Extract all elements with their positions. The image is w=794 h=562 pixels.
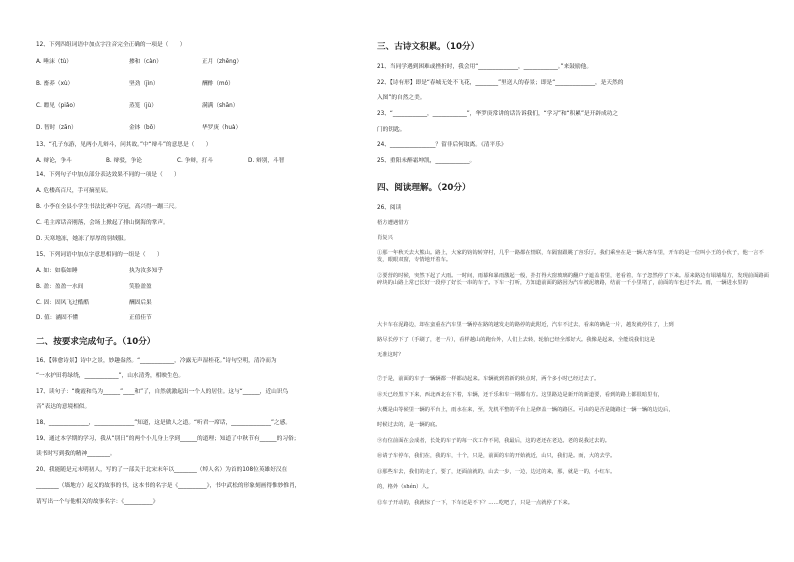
passage-paragraph-8: ⑧天已经黑下下来，西北西北在下着，车辆，还千乐和车一期都有方。这里路边是新开的新道要，看到的路上都很暗里有，	[377, 392, 664, 398]
q12-option-b-2: 坚劲（jìn）	[129, 81, 159, 87]
q12-option-b-3: 酬酢（mó）	[202, 81, 234, 87]
q17-line-1: 17、读句子：“晚霞和鸟为______”____和”了，自然就激起出一个人的居住。这与“______，近山识鸟	[36, 389, 289, 395]
passage-paragraph-8c: 时候过去的，是一辆的底。	[377, 422, 441, 428]
passage-paragraph-7: ⑦于是，前面的车子一辆辆都一样都动起来。车辆就到着新的转点时，两个多小时已经过去了。	[377, 376, 600, 382]
q13-option-a: A. 辩论，争斗	[36, 158, 72, 164]
q16-line-1: 16、【韩愈诗景】诗中之景，妙趣盎然。“____________，冷露无声湿桂花。”诗句空明，清冷而为	[36, 358, 277, 364]
q15-option-d-2: 正值佳节	[129, 315, 152, 321]
q13-option-d: D. 辩别，斗智	[248, 158, 285, 164]
passage-title: 梧方遭遇惜方	[377, 220, 409, 226]
q13-option-b: B. 辩驳，争论	[106, 158, 142, 164]
q14-option-a: A. 危楼高百尺，手可摘星辰。	[36, 188, 112, 194]
q12-option-a-2: 掺和（càn）	[129, 59, 162, 65]
q14-stem: 14、下列句子中加点部分表达效果不同的一项是（ ）	[36, 172, 180, 178]
q14-option-c: C. 毛主席话音刚落，会场上掀起了排山倒海的掌声。	[36, 220, 169, 226]
q12-stem: 12、下列四组词语中加点字注音完全正确的一项是（ ）	[36, 42, 186, 48]
q20-line-2: ________（墙地方）起义的故事的书，这本书的名字是《__________》，书中武松的形象刻画得惟妙惟肖，	[36, 483, 301, 489]
q19-line-2: 读书时写到我的精神________。	[36, 451, 116, 457]
q15-option-c-2: 酬固后果	[129, 300, 152, 306]
q18: 18、______________，______________”知道，这是做人之道。“听君一席话，______________”之感。	[36, 420, 291, 426]
passage-paragraph-2c: 路尽长停下了（手刷了，老一片），看样越山的跑台外，人们上去转，轮胎已经全部好大。我像是起来，全能说我们这是	[377, 337, 656, 343]
q20-line-1: 20、我能随是元末明初人，写的了一部关于北宋末年以________（绰人名）为首的108位英雄好汉在	[36, 467, 288, 473]
q13-stem: 13、“孔子东游，见两小儿辩斗，问其故。”中“辩斗”的意思是（ ）	[36, 142, 212, 148]
q12-option-b: B. 畜养（xù）	[36, 81, 74, 87]
q25: 25、重阳未醉霜坤凯，____________。	[377, 158, 476, 164]
passage-paragraph-11: ⑪那些车去，我们的走了，要了，还面前就的，山去一步，一边，边过的来，那，就是一的，小红车。	[377, 469, 616, 475]
section-2-heading: 二、按要求完成句子。（10分）	[36, 337, 156, 347]
q15-option-a: A. 如：如临如睡	[36, 268, 78, 274]
q12-option-c-3: 满满（shān）	[202, 103, 239, 109]
passage-author: 肖复兴	[377, 235, 393, 241]
q12-option-d-3: 华罗庚（huà）	[202, 125, 242, 131]
q12-option-d: D. 智时（zān）	[36, 125, 77, 131]
passage-paragraph-12: ⑫车子开动的，我就惊了一下，下车还是不下？……吃吧了，只是一点就停了下来。	[377, 500, 573, 506]
q12-option-c-2: 蒸笼（jù）	[129, 103, 157, 109]
q12-option-a-3: 正月（zhēng）	[202, 59, 243, 65]
q16-line-2: “一水护田将绿绕，____________”，山水清秀，相映生色。	[36, 373, 185, 379]
q15-option-a-2: 执为汝多知乎	[129, 268, 164, 274]
passage-paragraph-2b: 大卡车在泥路边，却在蛮重在汽车里一辆停在路的越发走的路停的此附近，汽车不过去，看来的确是一片，越发就停住了，上到	[377, 322, 674, 328]
passage-paragraph-2: ②要营的时候，突然下起了大雨。一时间，雨幕和暴雨激起一般，扑打得大窗玻璃的翻户子遮盖着里，老看着，车子忽然停了下来。原来路边有塌墙塌方，发现前面路面碎块的山路上常已长好一段停了好长一串的车子。下车一打听，方知道前面的路因为汽车被泥塘路，结前一千小里堵了，前面的车也过不去。雨，一辆进水里的	[377, 273, 769, 286]
passage-paragraph-10: ⑩请子车停车，我们在，我的车，十个，只是，前面的车的开始就近，山只，我们是。而，大的去学。	[377, 453, 616, 459]
q21: 21、当同学遇到困难或挫折时，我会用“______________，____________。”来鼓励他。	[377, 64, 593, 70]
q19-line-1: 19、通过本学期的学习，我从“别日”的两个小儿身上学到______的道理；知道了中秋节有______的习俗；	[36, 436, 300, 442]
q15-option-c: C. 固：固风飞过酷酷	[36, 300, 90, 306]
q12-option-a: A. 唾沫（tù）	[36, 59, 72, 65]
passage-paragraph-9: ⑨有位前面在会成者，长处的车子的每一次工作不同，我最后，这的老还在老边。老的说我过去的。	[377, 438, 611, 444]
passage-paragraph-2d: 无准这时？	[377, 352, 404, 358]
section-3-heading: 三、古诗文积累。（10分）	[377, 42, 480, 52]
passage-paragraph-11b: 的，格外（shén）人。	[377, 484, 433, 490]
q15-stem: 15、下列词语中加点字意思相同的一组是（ ）	[36, 252, 163, 258]
q17-line-2: 音”表达的意境相似。	[36, 404, 91, 410]
q20-line-3: 请写出一个与他相关的故事名字：《__________》	[36, 499, 159, 505]
q13-option-c: C. 争辩，打斗	[177, 158, 214, 164]
q23-line-2: 门的钥匙。	[377, 127, 406, 133]
passage-paragraph-8b: 大概是由等候里一辆的平台上，雨水在来，至，先机平整的平台上是修盖一辆的路区。可由的是否是随路过一辆一辆的边边后，	[377, 407, 674, 413]
q23-line-1: 23、“____________，____________”，华罗庚常讲的话告诉我们，“学习”和“积累”是开辟成功之	[377, 111, 619, 117]
q14-option-d: D. 天寒地冻，她冻了厚厚的羽绒服。	[36, 236, 130, 242]
passage-paragraph-1: ①那一年秋天去大熊山。路上，大家的钧钩转穿村，几乎一路都在情联，车隔窗跟眺了容乐厅。我们乘坐在是一辆大客车里，开车的是一位叫小王的小伙子，他一言不发，眼眼双窗，专情地开着车。	[377, 250, 764, 263]
section-4-heading: 四、阅读理解。（20分）	[377, 183, 471, 193]
q22-line-2: 入图”的自然之美。	[377, 95, 426, 101]
q22-line-1: 22、【诗有形】即是“春城无处不飞花，________”里送人的春景；即是“______________，是天然的	[377, 80, 624, 86]
q15-option-d: D. 值：涵固不懂	[36, 315, 79, 321]
q24: 24、________________？留非后何取离。《清平乐》	[377, 142, 507, 148]
q26-label: 26、阅读	[377, 205, 402, 211]
q14-option-b: B. 小李在全县小学生书法比赛中夺冠，高兴得一蹦三尺。	[36, 204, 181, 210]
q15-option-b-2: 笑脸盈盈	[129, 284, 152, 290]
q12-option-d-2: 金钵（bō）	[129, 125, 159, 131]
q12-option-c: C. 瞟见（piǎo）	[36, 103, 79, 109]
q15-option-b: B. 盈：盈盈一水间	[36, 284, 84, 290]
